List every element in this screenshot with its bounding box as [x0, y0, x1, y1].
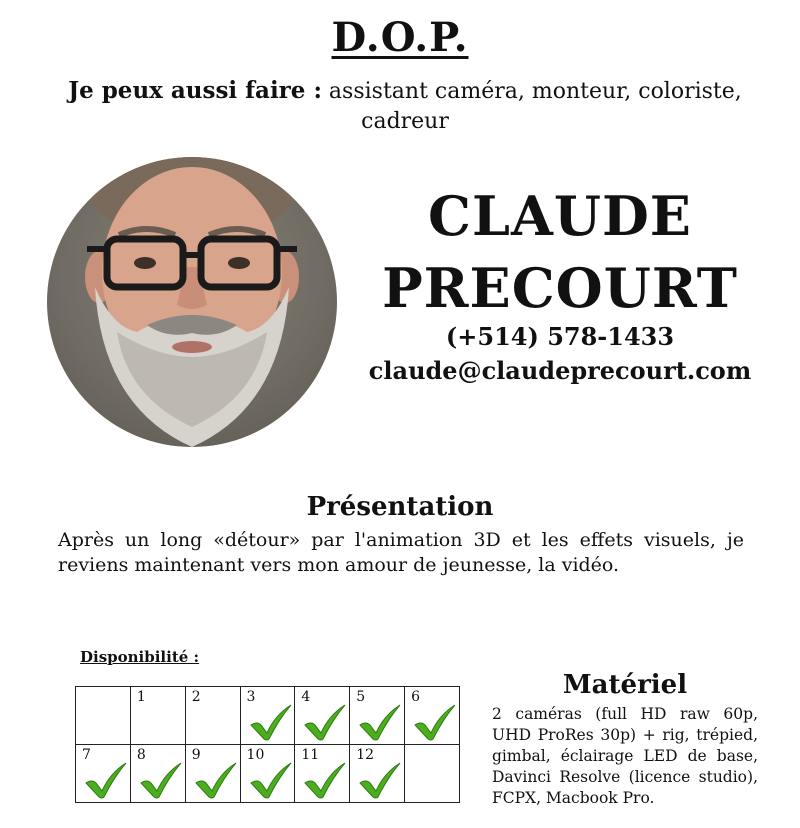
checkmark-icon: [194, 761, 238, 799]
checkmark-icon: [139, 761, 183, 799]
calendar-cell: [185, 687, 240, 745]
checkmark-icon: [413, 703, 457, 741]
checkmark-icon: [249, 703, 293, 741]
calendar-cell: [405, 745, 460, 803]
equipment-text: 2 caméras (full HD raw 60p, UHD ProRes 30p) + rig, trépied, gimbal, éclairage LED de base, Davinci Resolve (licence studio), FCPX, Macbook Pro.: [492, 705, 758, 807]
other-skills: [60, 76, 750, 137]
checkmark-icon: [303, 761, 347, 799]
month-number: 7: [82, 747, 91, 763]
month-number: 11: [301, 747, 320, 763]
month-number: 10: [246, 747, 265, 763]
availability-label: Disponibilité :: [80, 648, 200, 666]
month-number: 5: [356, 689, 366, 705]
month-number: 6: [411, 689, 420, 705]
other-skills-label: Je peux aussi faire :: [68, 77, 322, 104]
other-skills-text: assistant caméra, monteur, coloriste, cadreur: [321, 79, 742, 134]
calendar-row: [76, 687, 460, 745]
presentation-heading: Présentation: [306, 492, 494, 522]
profile-photo: [47, 157, 337, 447]
checkmark-icon: [358, 703, 402, 741]
calendar-row: [76, 745, 460, 803]
month-number: 9: [191, 747, 201, 763]
month-number: 12: [356, 747, 375, 763]
calendar-cell: [240, 687, 295, 745]
month-number: 3: [246, 689, 256, 705]
checkmark-icon: [303, 703, 347, 741]
month-number: 8: [136, 747, 146, 763]
calendar-cell: [350, 745, 405, 803]
calendar-cell: [295, 745, 350, 803]
calendar-cell: [405, 687, 460, 745]
availability-calendar: [75, 686, 460, 803]
email-address[interactable]: claude@claudeprecourt.com: [368, 356, 752, 385]
checkmark-icon: [249, 761, 293, 799]
presentation-text: Après un long «détour» par l'animation 3D et les effets visuels, je reviens maintenant vers mon amour de jeunesse, la vidéo.: [58, 529, 744, 576]
calendar-cell: [240, 745, 295, 803]
role-title: D.O.P.: [331, 14, 469, 61]
portrait-illustration: [47, 157, 337, 447]
month-number: 4: [301, 689, 311, 705]
checkmark-icon: [84, 761, 128, 799]
calendar-cell: [76, 745, 131, 803]
calendar-cell: [130, 745, 185, 803]
first-name: CLAUDE: [428, 184, 692, 248]
month-number: 1: [136, 689, 146, 705]
calendar-cell: [350, 687, 405, 745]
checkmark-icon: [358, 761, 402, 799]
month-number: 2: [191, 689, 201, 705]
calendar-cell: [295, 687, 350, 745]
full-name: [370, 180, 750, 324]
last-name: PRECOURT: [382, 256, 738, 320]
calendar-cell: [76, 687, 131, 745]
calendar-cell: [185, 745, 240, 803]
equipment-heading: Matériel: [562, 670, 688, 700]
phone-number[interactable]: (+514) 578-1433: [445, 322, 675, 351]
calendar-cell: [130, 687, 185, 745]
